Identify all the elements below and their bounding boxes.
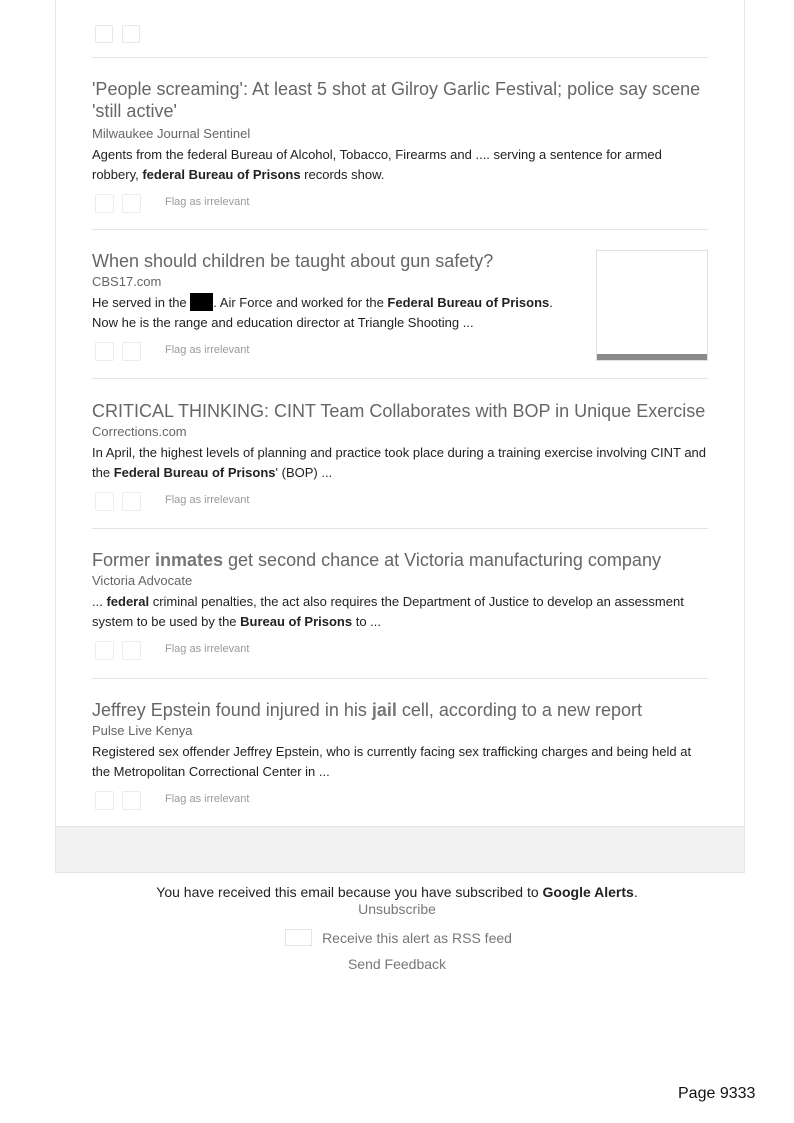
title-text: cell, according to a new report [396, 700, 642, 720]
article-title[interactable] [92, 699, 708, 721]
snippet-text: ... [92, 594, 107, 609]
thumbs-down-icon[interactable] [122, 25, 140, 43]
divider [92, 229, 708, 230]
article-source: Corrections.com [92, 424, 187, 439]
flag-irrelevant-link[interactable]: Flag as irrelevant [165, 196, 250, 208]
title-bold: inmates [155, 550, 224, 570]
article-actions [92, 342, 708, 364]
article-snippet [92, 592, 708, 632]
divider [92, 678, 708, 679]
article-actions [92, 492, 708, 514]
snippet-text: He served in the [92, 295, 191, 310]
google-alerts-label: Google Alerts [542, 884, 634, 900]
unsubscribe-link[interactable]: Unsubscribe [358, 901, 436, 917]
article-1 [92, 78, 708, 216]
article-title[interactable]: When should children be taught about gun safety? [92, 251, 494, 271]
thumbs-up-icon[interactable] [95, 791, 114, 810]
article-title[interactable] [92, 549, 708, 571]
thumbs-down-icon[interactable] [122, 641, 141, 660]
title-bold: jail [371, 700, 397, 720]
notice-text: . [633, 884, 638, 900]
snippet-bold: federal [106, 594, 150, 609]
article-title[interactable]: CRITICAL THINKING: CINT Team Collaborates with BOP in Unique Exercise [92, 401, 706, 421]
thumbs-up-icon[interactable] [95, 342, 114, 361]
snippet-text: ' (BOP) ... [275, 465, 333, 480]
redaction-block [190, 293, 213, 311]
title-text: get second chance at Victoria manufacturing company [223, 550, 661, 570]
card-footer-band [56, 826, 744, 872]
article-2 [92, 250, 708, 364]
snippet-text: . [549, 295, 553, 310]
divider [92, 378, 708, 379]
flag-irrelevant-link[interactable]: Flag as irrelevant [165, 643, 250, 655]
thumbs-up-icon[interactable] [95, 492, 114, 511]
article-snippet [92, 742, 708, 782]
article-source: Pulse Live Kenya [92, 723, 193, 738]
snippet-text: Now he is the range and education director at Triangle Shooting ... [92, 315, 474, 330]
article-4 [92, 549, 708, 663]
article-actions [92, 194, 708, 216]
snippet-text: records show. [300, 167, 385, 182]
article-actions [92, 791, 708, 813]
article-title[interactable]: 'People screaming': At least 5 shot at Gilroy Garlic Festival; police say scene 'still active' [92, 79, 701, 121]
thumbs-down-icon[interactable] [122, 791, 141, 810]
thumbs-up-icon[interactable] [95, 25, 113, 43]
thumbs-down-icon[interactable] [122, 492, 141, 511]
snippet-text: . Air Force and worked for the [213, 295, 388, 310]
notice-text: You have received this email because you have subscribed to [156, 884, 543, 900]
article-source: Milwaukee Journal Sentinel [92, 126, 251, 141]
subscription-notice [0, 883, 794, 901]
snippet-text: Registered sex offender Jeffrey Epstein, who is currently facing sex trafficking charges and being held at the Metropolitan Correctional Center in ... [92, 744, 692, 779]
flag-irrelevant-link[interactable]: Flag as irrelevant [165, 494, 250, 506]
article-source: CBS17.com [92, 274, 162, 289]
thumbs-up-icon[interactable] [95, 194, 114, 213]
snippet-bold: Federal Bureau of Prisons [387, 295, 550, 310]
page-number: Page 9333 [678, 1085, 756, 1102]
article-snippet [92, 145, 708, 185]
title-text: Former [92, 550, 155, 570]
snippet-text: Agents from the federal Bureau of Alcohol, Tobacco, Firearms and .... serving a sentence for armed robbery, [92, 147, 662, 182]
article-source: Victoria Advocate [92, 573, 193, 588]
divider [92, 528, 708, 529]
snippet-bold: Federal Bureau of Prisons [113, 465, 276, 480]
article-3 [92, 400, 708, 514]
rss-feed-link[interactable]: Receive this alert as RSS feed [322, 930, 512, 946]
thumbs-up-icon[interactable] [95, 641, 114, 660]
flag-irrelevant-link[interactable]: Flag as irrelevant [165, 344, 250, 356]
article-5 [92, 699, 708, 813]
snippet-text: In April, the highest levels of planning and practice took place during a training exercise involving CINT and the [92, 445, 707, 480]
flag-irrelevant-link[interactable]: Flag as irrelevant [165, 793, 250, 805]
divider [92, 57, 708, 58]
article-actions [92, 641, 708, 663]
title-text: Jeffrey Epstein found injured in his [92, 700, 372, 720]
snippet-bold: Bureau of Prisons [240, 614, 353, 629]
snippet-text: criminal penalties, the act also requires the Department of Justice to develop an assessment system to be used by the [92, 594, 684, 629]
thumbs-down-icon[interactable] [122, 342, 141, 361]
thumbs-down-icon[interactable] [122, 194, 141, 213]
snippet-bold: federal Bureau of Prisons [142, 167, 301, 182]
article-snippet [92, 443, 708, 483]
send-feedback-link[interactable]: Send Feedback [347, 956, 447, 972]
snippet-text: to ... [352, 614, 382, 629]
